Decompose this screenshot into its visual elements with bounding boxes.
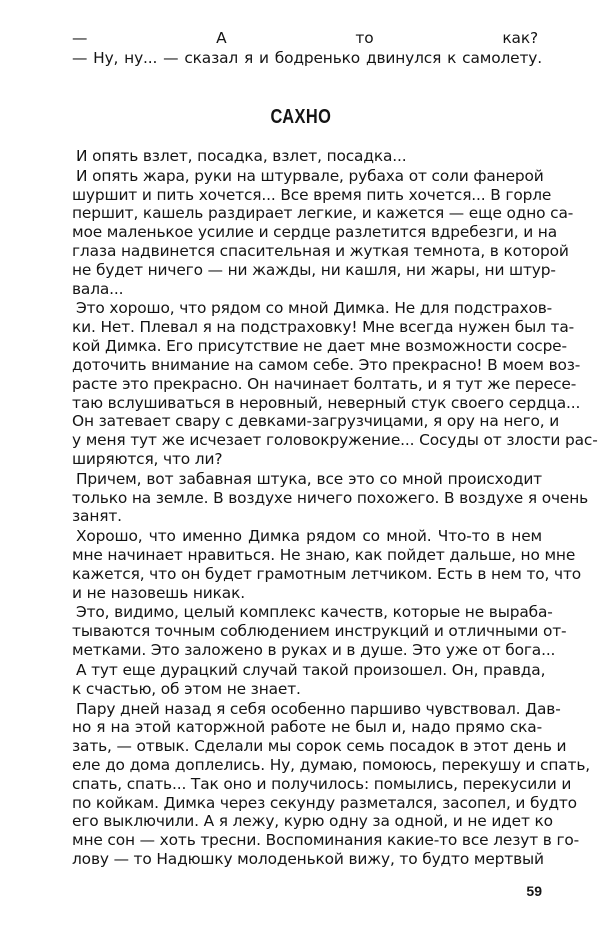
body-line-11: кой Димка. Его присутствие не дает мне возможности сосре- — [72, 337, 567, 355]
body-line-5: мое маленькое усилие и сердце разлетится вдребезги, и на — [72, 223, 557, 241]
body-line-8: вала... — [72, 280, 124, 298]
body-line-30: Пару дней назад я себя особенно паршиво чувствовал. Дав- — [76, 700, 561, 718]
body-line-36: его выключили. А я лежу, курю одну за одной, и не идет ко — [72, 812, 553, 830]
body-line-13: расте это прекрасно. Он начинает болтать, и я тут же пересе- — [72, 375, 577, 393]
body-line-33: еле до дома доплелись. Ну, думаю, помоюсь, перекушу и спать, — [72, 756, 591, 774]
body-line-34: спать, спать... Так оно и получилось: помылись, перекусили и — [72, 775, 572, 793]
body-line-16: у меня тут же исчезает головокружение... Сосуды от злости рас- — [72, 431, 598, 449]
body-line-19: только на земле. В воздухе ничего похожего. В воздухе я очень — [72, 489, 589, 507]
body-line-7: не будет ничего — ни жажды, ни кашля, ни жары, ни штур- — [72, 261, 556, 279]
body-line-2: И опять жара, руки на штурвале, рубаха от соли фанерой — [76, 167, 544, 185]
body-line-35: по койкам. Димка через секунду разметался, засопел, и будто — [72, 794, 577, 812]
body-line-22: мне начинает нравиться. Не знаю, как пойдет дальше, но мне — [72, 546, 576, 564]
body-line-10: ки. Нет. Плевал я на подстраховку! Мне всегда нужен был та- — [72, 318, 575, 336]
dialogue-line-1: — А то как? — [72, 29, 538, 47]
body-line-26: тываются точным соблюдением инструкций и отличными от- — [72, 622, 567, 640]
body-line-28: А тут еще дурацкий случай такой произошел. Он, правда, — [76, 661, 546, 679]
body-line-15: Он затевает свару с девками-загрузчицами, я ору на него, и — [72, 412, 560, 430]
body-line-18: Причем, вот забавная штука, все это со мной происходит — [76, 470, 542, 488]
body-line-12: доточить внимание на самом себе. Это прекрасно! В моем воз- — [72, 356, 581, 374]
body-line-21: Хорошо, что именно Димка рядом со мной. Что-то в нем — [76, 527, 542, 545]
body-line-23: кажется, что он будет грамотным летчиком. Есть в нем то, что — [72, 565, 582, 583]
body-line-6: глаза надвинется спасительная и жуткая темнота, в которой — [72, 242, 569, 260]
body-line-1: И опять взлет, посадка, взлет, посадка... — [76, 147, 407, 165]
body-line-4: першит, кашель раздирает легкие, и кажется — еще одно са- — [72, 204, 574, 222]
body-line-29: к счастью, об этом не знает. — [72, 680, 301, 698]
body-line-32: зать, — отвык. Сделали мы сорок семь посадок в этот день и — [72, 737, 567, 755]
body-line-17: ширяются, что ли? — [72, 450, 223, 468]
dialogue-line-2: — Ну, ну... — сказал я и бодренько двинулся к самолету. — [72, 49, 542, 67]
chapter-title: САХНО — [270, 106, 332, 128]
body-line-25: Это, видимо, целый комплекс качеств, которые не выраба- — [76, 603, 553, 621]
body-line-31: но я на этой каторжной работе не был и, надо прямо ска- — [72, 718, 542, 736]
body-line-38: лову — то Надюшку молоденькой вижу, то будто мертвый — [72, 850, 544, 868]
body-line-14: таю вслушиваться в неровный, неверный стук своего сердца... — [72, 394, 581, 412]
body-line-24: и не назовешь никак. — [72, 584, 245, 602]
body-line-20: занят. — [72, 507, 122, 525]
body-line-9: Это хорошо, что рядом со мной Димка. Не для подстрахов- — [76, 299, 553, 317]
page-number: 59 — [526, 883, 542, 899]
body-line-3: шуршит и пить хочется... Все время пить хочется... В горле — [72, 186, 552, 204]
body-line-37: мне сон — хоть тресни. Воспоминания какие-то все лезут в го- — [72, 831, 580, 849]
body-line-27: метками. Это заложено в руках и в душе. Это уже от бога... — [72, 641, 556, 659]
